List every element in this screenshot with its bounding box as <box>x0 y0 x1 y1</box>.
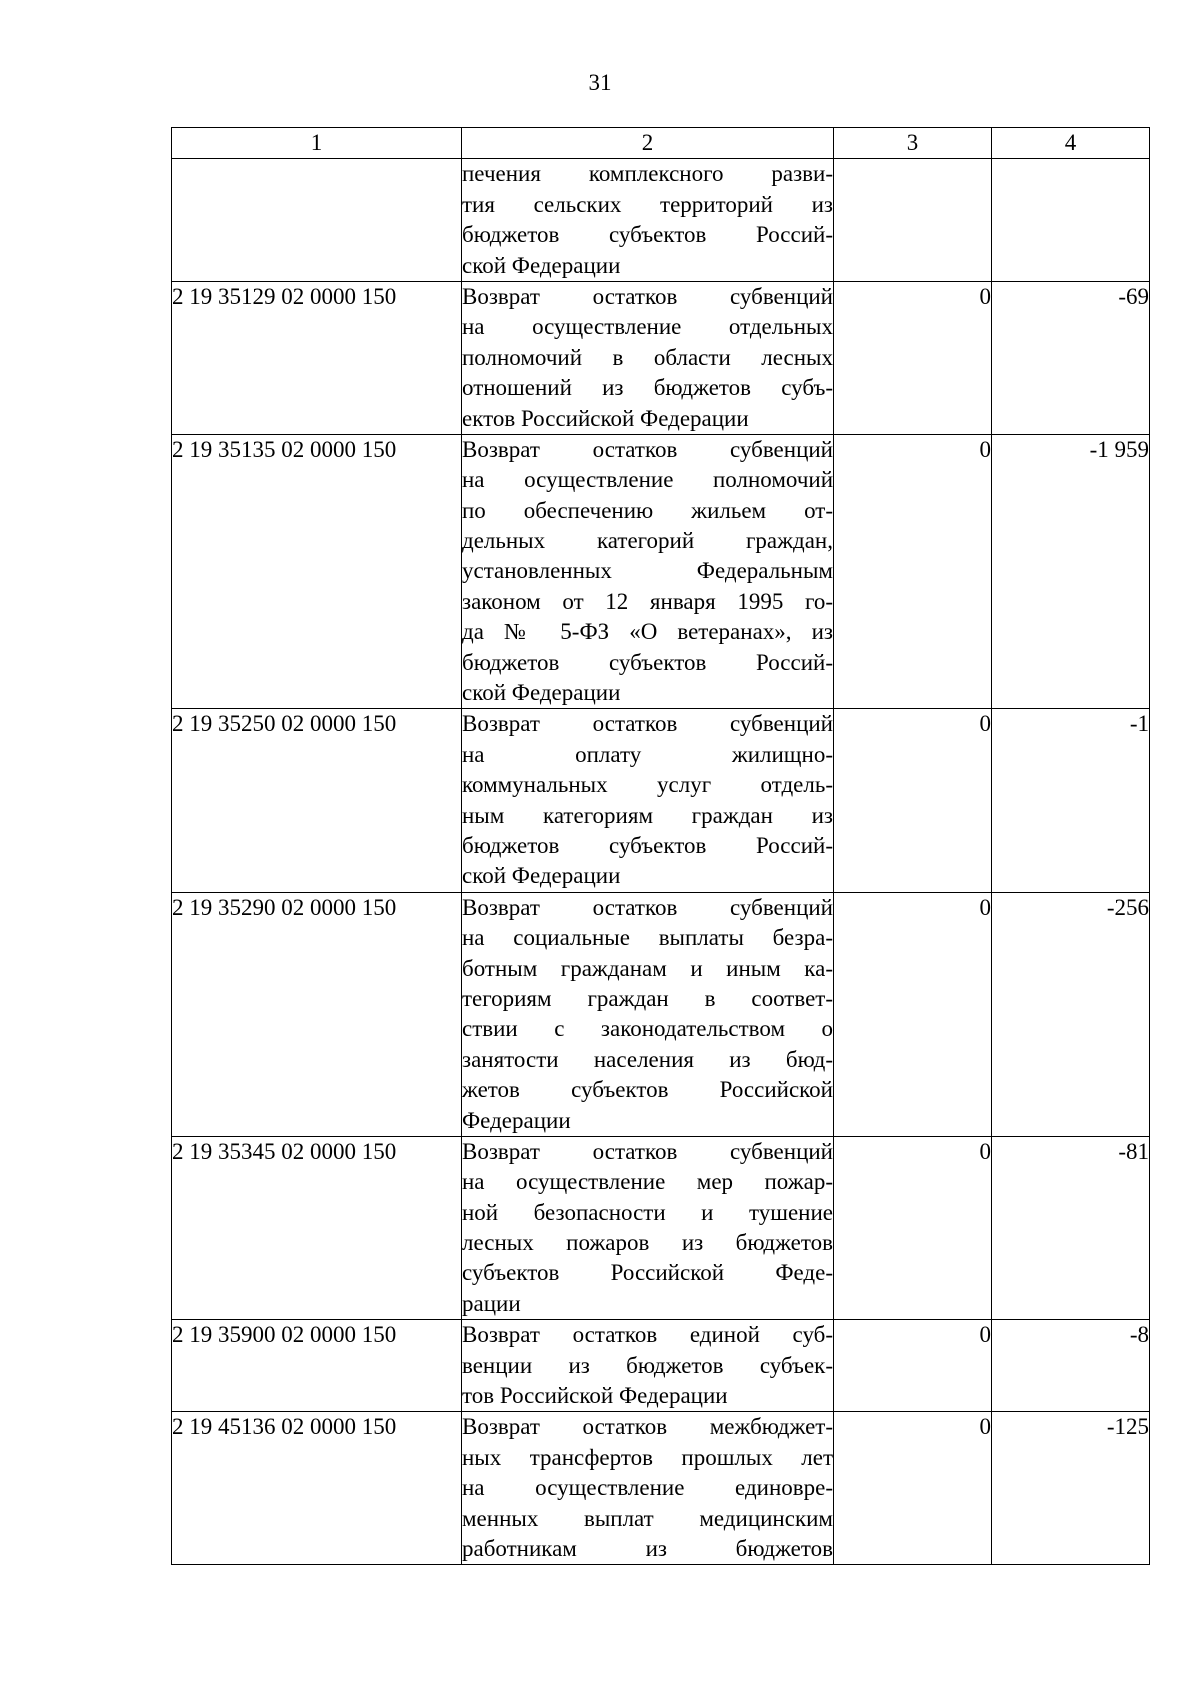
description-line: полномочий в области лесных <box>462 344 833 370</box>
page-number: 31 <box>588 70 612 95</box>
table-row <box>172 159 1150 282</box>
column-4-value: -8 <box>992 1320 1150 1412</box>
header-col-4: 4 <box>992 128 1150 159</box>
column-3-value: 0 <box>834 1320 992 1412</box>
column-3-value: 0 <box>834 281 992 434</box>
description-line: законом от 12 января 1995 го- <box>462 588 833 614</box>
description-line: бюджетов субъектов Россий- <box>462 833 833 858</box>
description-line: бюджетов субъектов Россий- <box>462 649 833 675</box>
description-line: Федерации <box>462 1107 571 1133</box>
description-line: ствии с законодательством о <box>462 1016 833 1042</box>
description-line: жетов субъектов Российской <box>462 1077 833 1103</box>
description-line: ных трансфертов прошлых лет <box>462 1444 833 1470</box>
table-row <box>172 1320 1150 1412</box>
column-4-value: -256 <box>992 892 1150 1136</box>
description-cell <box>462 709 834 892</box>
description-line: ской Федерации <box>462 252 621 278</box>
description-line: ботным гражданам и иным ка- <box>462 955 833 981</box>
description-line: отношений из бюджетов субъ- <box>462 375 833 401</box>
header-col-2: 2 <box>462 128 834 159</box>
budget-code-cell: 2 19 35290 02 0000 150 <box>172 892 462 1136</box>
description-line: Возврат остатков единой суб- <box>462 1322 833 1348</box>
description-line: на осуществление единовре- <box>462 1475 833 1501</box>
column-3-value: 0 <box>834 434 992 709</box>
description-line: ской Федерации <box>462 680 621 706</box>
description-cell <box>462 1412 834 1565</box>
description-line: дельных категорий граждан, <box>462 528 833 554</box>
description-line: субъектов Российской Феде- <box>462 1260 833 1286</box>
description-line: занятости населения из бюд- <box>462 1046 833 1072</box>
description-line: по обеспечению жильем от- <box>462 497 833 523</box>
column-4-value <box>992 159 1150 282</box>
budget-code-cell: 2 19 35250 02 0000 150 <box>172 709 462 892</box>
description-line: менных выплат медицинским <box>462 1505 833 1531</box>
description-line: работникам из бюджетов <box>462 1535 833 1561</box>
description-line: Возврат остатков субвенций <box>462 711 833 737</box>
description-line: тов Российской Федерации <box>462 1383 728 1409</box>
description-line: ным категориям граждан из <box>462 802 833 828</box>
description-line: Возврат остатков субвенций <box>462 436 833 462</box>
column-3-value: 0 <box>834 1136 992 1319</box>
description-cell <box>462 281 834 434</box>
budget-code-cell: 2 19 45136 02 0000 150 <box>172 1412 462 1565</box>
description-line: рации <box>462 1290 521 1316</box>
column-4-value: -1 959 <box>992 434 1150 709</box>
description-line: тия сельских территорий из <box>462 191 833 217</box>
description-line: Возврат остатков межбюджет- <box>462 1414 833 1440</box>
budget-code-cell: 2 19 35129 02 0000 150 <box>172 281 462 434</box>
description-line: на оплату жилищно- <box>462 741 833 767</box>
table-body <box>172 159 1150 1565</box>
table-row <box>172 892 1150 1136</box>
description-cell <box>462 159 834 282</box>
description-line: на осуществление отдельных <box>462 314 833 340</box>
description-line: Возврат остатков субвенций <box>462 1138 833 1164</box>
column-3-value: 0 <box>834 892 992 1136</box>
description-line: ектов Российской Федерации <box>462 405 749 431</box>
table-row <box>172 281 1150 434</box>
description-line: установленных Федеральным <box>462 558 833 584</box>
description-line: на осуществление мер пожар- <box>462 1169 833 1195</box>
column-4-value: -81 <box>992 1136 1150 1319</box>
column-4-value: -69 <box>992 281 1150 434</box>
table-row <box>172 1412 1150 1565</box>
header-col-1: 1 <box>172 128 462 159</box>
description-line: ской Федерации <box>462 863 621 889</box>
description-line: на социальные выплаты безра- <box>462 925 833 951</box>
description-line: венции из бюджетов субъек- <box>462 1352 833 1378</box>
table-row <box>172 434 1150 709</box>
column-4-value: -1 <box>992 709 1150 892</box>
description-line: на осуществление полномочий <box>462 467 833 493</box>
description-line: тегориям граждан в соответ- <box>462 985 833 1011</box>
description-cell <box>462 1320 834 1412</box>
header-row <box>172 128 1150 159</box>
description-line: Возврат остатков субвенций <box>462 894 833 920</box>
description-line: лесных пожаров из бюджетов <box>462 1230 833 1256</box>
description-cell <box>462 892 834 1136</box>
description-line: коммунальных услуг отдель- <box>462 772 833 798</box>
description-line: да № 5-ФЗ «О ветеранах», из <box>462 619 833 645</box>
description-line: бюджетов субъектов Россий- <box>462 222 833 248</box>
header-col-3: 3 <box>834 128 992 159</box>
description-line: ной безопасности и тушение <box>462 1199 833 1225</box>
description-cell <box>462 1136 834 1319</box>
budget-code-cell: 2 19 35345 02 0000 150 <box>172 1136 462 1319</box>
table-row <box>172 709 1150 892</box>
table-row <box>172 1136 1150 1319</box>
column-4-value: -125 <box>992 1412 1150 1565</box>
description-cell <box>462 434 834 709</box>
budget-code-cell: 2 19 35900 02 0000 150 <box>172 1320 462 1412</box>
column-3-value: 0 <box>834 709 992 892</box>
column-3-value: 0 <box>834 1412 992 1565</box>
budget-table <box>171 127 1150 1565</box>
budget-code-cell <box>172 159 462 282</box>
description-line: печения комплексного разви- <box>462 161 833 187</box>
budget-code-cell: 2 19 35135 02 0000 150 <box>172 434 462 709</box>
column-3-value <box>834 159 992 282</box>
description-line: Возврат остатков субвенций <box>462 283 833 309</box>
